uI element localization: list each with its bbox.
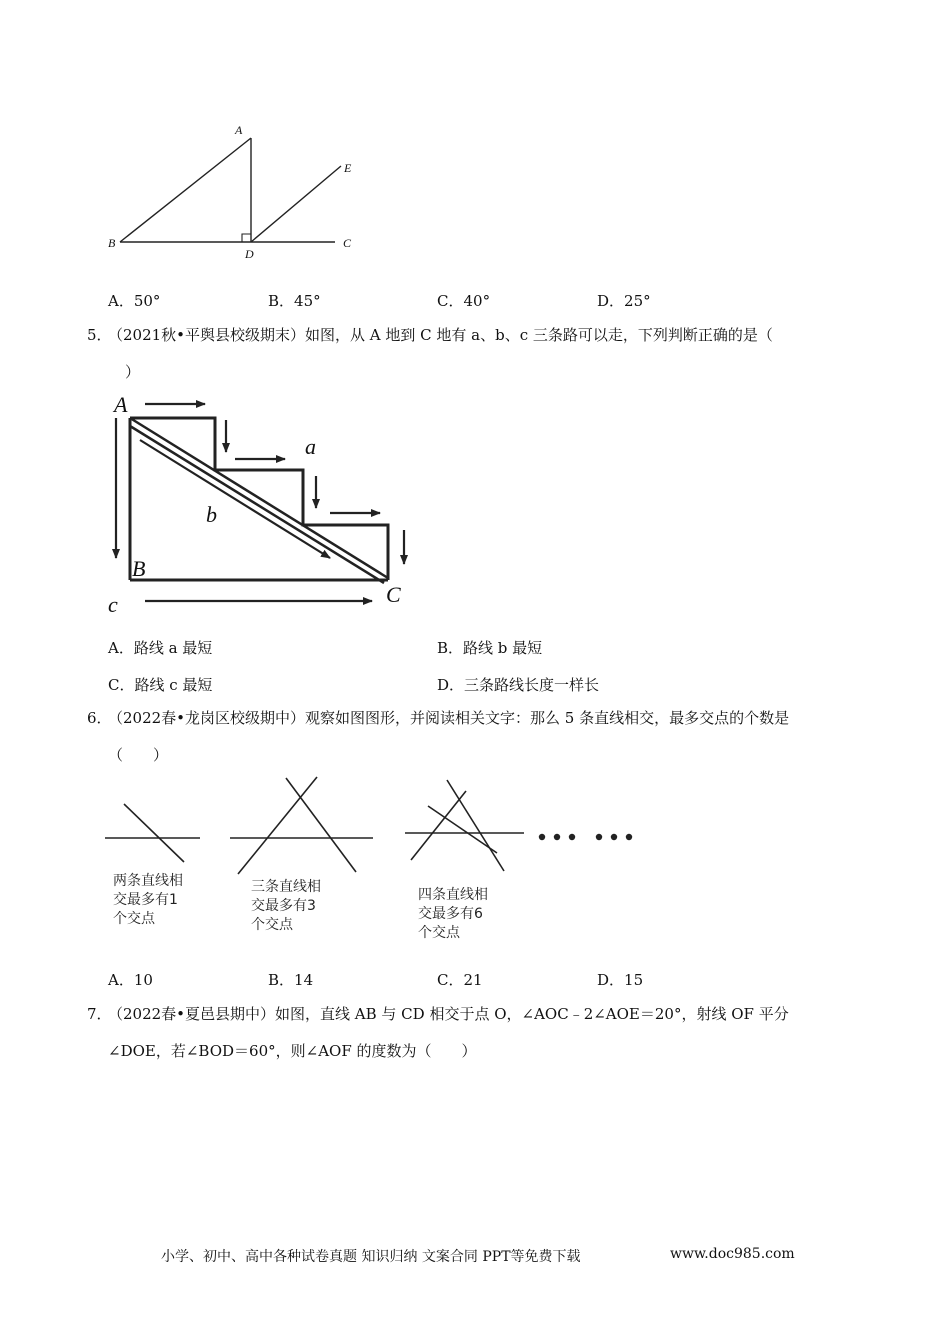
- q6-option-a[interactable]: A．10: [108, 971, 153, 989]
- footer-text: 小学、初中、高中各种试卷真题 知识归纳 文案合同 PPT等免费下载: [161, 1249, 581, 1265]
- q6-number: 6．: [87, 709, 112, 727]
- q4-option-a[interactable]: A．50°: [108, 292, 161, 310]
- q5-label-b-point: B: [132, 556, 146, 581]
- q7-number: 7．: [87, 1005, 112, 1023]
- q7-stem: （2022春•夏邑县期中）如图，直线 AB 与 CD 相交于点 O，∠AOC﹣2∠AOE＝20°，射线 OF 平分: [108, 1005, 789, 1023]
- q6-option-b[interactable]: B．14: [268, 971, 314, 989]
- q6-stem-cont: （ ）: [108, 746, 169, 764]
- four-lines-figure: [405, 780, 524, 871]
- q4-option-d[interactable]: D．25°: [597, 292, 651, 310]
- q5-option-d[interactable]: D．三条路线长度一样长: [437, 676, 600, 694]
- q6-stem: （2022春•龙岗区校级期中）观察如图图形，并阅读相关文字：那么 5 条直线相交，最多交点的个数是: [108, 709, 790, 727]
- q4-option-c[interactable]: C．40°: [437, 292, 491, 310]
- ellipsis-dots: [539, 834, 632, 840]
- q5-option-c[interactable]: C．路线 c 最短: [108, 676, 213, 694]
- q5-stem: （2021秋•平舆县校级期末）如图，从 A 地到 C 地有 a、b、c 三条路可以走，下列判断正确的是（: [108, 326, 773, 344]
- q6-option-c[interactable]: C．21: [437, 971, 483, 989]
- q5-label-route-a: a: [305, 434, 316, 459]
- q7-stem-cont: ∠DOE，若∠BOD＝60°，则∠AOF 的度数为（ ）: [108, 1042, 477, 1060]
- q5-option-a[interactable]: A．路线 a 最短: [108, 639, 213, 657]
- caption-two-lines: 两条直线相 交最多有1 个交点: [113, 873, 183, 927]
- q4-label-e: E: [344, 161, 352, 175]
- q4-option-b[interactable]: B．45°: [268, 292, 321, 310]
- q5-label-c-point: C: [386, 582, 401, 607]
- q6-option-d[interactable]: D．15: [597, 971, 644, 989]
- q5-stem-cont: ）: [125, 363, 141, 381]
- q5-number: 5．: [87, 326, 112, 344]
- q4-label-d: D: [245, 247, 254, 261]
- caption-three-lines: 三条直线相 交最多有3 个交点: [251, 879, 321, 933]
- two-lines-figure: [105, 804, 200, 862]
- q4-label-c: C: [343, 236, 352, 250]
- q5-option-b[interactable]: B．路线 b 最短: [437, 639, 543, 657]
- q4-label-b: B: [108, 236, 116, 250]
- q4-label-a: A: [235, 123, 243, 137]
- footer-url[interactable]: www.doc985.com: [670, 1246, 795, 1262]
- q5-label-route-c: c: [108, 592, 118, 617]
- q5-label-route-b: b: [206, 502, 217, 527]
- three-lines-figure: [230, 777, 373, 874]
- q5-label-a-point: A: [114, 392, 128, 417]
- caption-four-lines: 四条直线相 交最多有6 个交点: [418, 887, 488, 941]
